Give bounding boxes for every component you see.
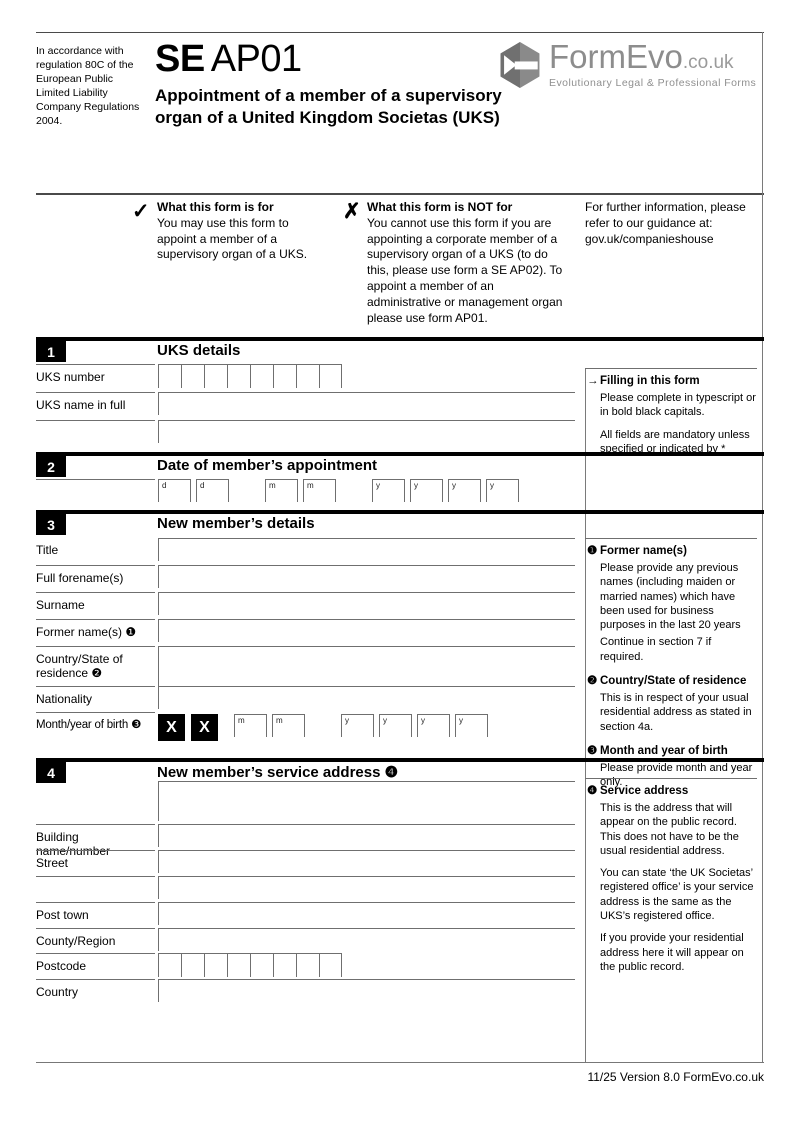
nationality-input[interactable] bbox=[158, 686, 575, 712]
formevo-logo bbox=[497, 40, 757, 95]
title-row bbox=[36, 538, 575, 565]
note-section3 bbox=[585, 538, 757, 799]
birth-year-box[interactable]: y bbox=[417, 714, 450, 737]
building-row bbox=[36, 824, 575, 858]
logo-brand: FormEvo bbox=[549, 38, 683, 75]
street-input-2[interactable] bbox=[158, 876, 575, 902]
uks-number-box[interactable] bbox=[204, 365, 227, 388]
street-label-spacer bbox=[36, 876, 155, 902]
post-town-input[interactable] bbox=[158, 902, 575, 928]
what-form-is-for-body: You may use this form to appoint a member of a supervisory organ of a UKS. bbox=[157, 215, 308, 262]
uks-number-label: UKS number bbox=[36, 364, 155, 392]
appointment-date-label-spacer bbox=[36, 479, 155, 509]
address-line1-input[interactable] bbox=[158, 781, 575, 824]
top-rule bbox=[36, 32, 764, 33]
appointment-date-field bbox=[158, 479, 575, 509]
postcode-box[interactable] bbox=[250, 954, 273, 977]
residence-label: Country/State of residence ❷ bbox=[36, 646, 155, 686]
form-title: Appointment of a member of a supervisory organ of a United Kingdom Societas (UKS) bbox=[155, 86, 502, 127]
former-names-row bbox=[36, 619, 575, 646]
logo-tagline: Evolutionary Legal & Professional Forms bbox=[549, 77, 757, 89]
what-form-is-not-for-body: You cannot use this form if you are appointing a corporate member of a supervisory organ of a UKS (to do this, please use form a SE AP02). To appoint a member of an administrative or management organ please use form AP01. bbox=[367, 215, 563, 325]
uks-number-box[interactable] bbox=[227, 365, 250, 388]
birth-month-box[interactable]: m bbox=[272, 714, 305, 737]
surname-label: Surname bbox=[36, 592, 155, 619]
forenames-row bbox=[36, 565, 575, 592]
header-rule bbox=[36, 193, 764, 195]
what-form-is-for bbox=[157, 200, 309, 263]
uks-name-row bbox=[36, 392, 575, 420]
postcode-boxes[interactable] bbox=[158, 953, 342, 977]
year-box[interactable]: y bbox=[448, 479, 481, 502]
forenames-input[interactable] bbox=[158, 565, 575, 592]
country-input[interactable] bbox=[158, 979, 575, 1007]
year-box[interactable]: y bbox=[486, 479, 519, 502]
uks-number-box[interactable] bbox=[319, 365, 342, 388]
note-service-title: Service address bbox=[600, 785, 689, 797]
nationality-label: Nationality bbox=[36, 686, 155, 712]
further-information bbox=[585, 200, 757, 247]
birth-year-box[interactable]: y bbox=[455, 714, 488, 737]
birth-month-box[interactable]: m bbox=[234, 714, 267, 737]
regulation-text: In accordance with regulation 80C of the European Public Limited Liability Company Regulations 2004. bbox=[36, 45, 140, 128]
note-service-address bbox=[585, 778, 757, 984]
note-former-names bbox=[585, 544, 757, 664]
note-service-body-3: If you provide your residential address here it will appear on the public record. bbox=[600, 932, 744, 973]
form-code-se: SE bbox=[155, 38, 205, 80]
year-box[interactable]: y bbox=[410, 479, 443, 502]
surname-row bbox=[36, 592, 575, 619]
further-information-text: For further information, please refer to our guidance at: gov.uk/companieshouse bbox=[585, 200, 746, 246]
year-box[interactable]: y bbox=[372, 479, 405, 502]
forenames-label: Full forename(s) bbox=[36, 565, 155, 592]
residence-input[interactable] bbox=[158, 646, 575, 686]
note-former-body-2: Continue in section 7 if required. bbox=[600, 636, 712, 663]
note-service-body-2: You can state ‘the UK Societas’ registered office’ is your service address is the same as the UKS’s registered office. bbox=[600, 867, 754, 923]
title-label: Title bbox=[36, 543, 59, 557]
postcode-box[interactable] bbox=[296, 954, 319, 977]
section1-number: 1 bbox=[36, 341, 66, 362]
note-service-body-1: This is the address that will appear on the public record. This does not have to be the usual residential address. bbox=[600, 801, 739, 857]
section3-bar bbox=[36, 510, 764, 514]
section4-title: New member’s service address ❹ bbox=[157, 764, 399, 781]
section1-bar bbox=[36, 337, 764, 341]
uks-number-box[interactable] bbox=[181, 365, 204, 388]
street-row bbox=[36, 850, 575, 876]
birth-label: Month/year of birth ❸ bbox=[36, 712, 155, 752]
uks-name-input-2[interactable] bbox=[158, 420, 575, 450]
blocked-day-box: X bbox=[191, 714, 218, 741]
address-line1-label-spacer bbox=[36, 781, 155, 824]
note-former-body-1: Please provide any previous names (including maiden or married names) which have been used for business purposes in the last 20 years bbox=[600, 561, 741, 632]
building-label: Building name/number bbox=[36, 824, 155, 850]
circled-4-icon: ❹ bbox=[587, 785, 598, 797]
surname-input[interactable] bbox=[158, 592, 575, 619]
street-row-2 bbox=[36, 876, 575, 902]
day-box[interactable]: d bbox=[158, 479, 191, 502]
what-form-is-not-for bbox=[367, 200, 565, 327]
street-input-1[interactable] bbox=[158, 850, 575, 876]
county-label: County/Region bbox=[36, 928, 155, 953]
country-row bbox=[36, 979, 575, 1007]
former-names-label: Former name(s) ❶ bbox=[36, 619, 155, 646]
postcode-label: Postcode bbox=[36, 953, 155, 979]
version-footer: 11/25 Version 8.0 FormEvo.co.uk bbox=[587, 1070, 764, 1084]
postcode-row bbox=[36, 953, 575, 979]
title-input[interactable] bbox=[158, 538, 575, 565]
postcode-box[interactable] bbox=[204, 954, 227, 977]
right-border-line bbox=[762, 32, 763, 1062]
postcode-box[interactable] bbox=[273, 954, 296, 977]
appointment-date-row bbox=[36, 479, 575, 509]
note-residence bbox=[585, 674, 757, 734]
note-filling-body-1: Please complete in typescript or in bold black capitals. bbox=[600, 391, 756, 419]
uks-number-boxes[interactable] bbox=[158, 364, 342, 388]
post-town-label: Post town bbox=[36, 902, 155, 928]
uks-number-box[interactable] bbox=[250, 365, 273, 388]
section3-title: New member’s details bbox=[157, 515, 315, 532]
street-label: Street bbox=[36, 850, 155, 876]
county-input[interactable] bbox=[158, 928, 575, 953]
birth-field bbox=[158, 712, 575, 752]
arrow-right-icon: → bbox=[587, 375, 599, 387]
note-filling-body-2: All fields are mandatory unless specified or indicated by * bbox=[600, 428, 750, 455]
residence-row bbox=[36, 646, 575, 686]
uks-name-input-1[interactable] bbox=[158, 392, 575, 420]
nationality-row bbox=[36, 686, 575, 712]
post-town-row bbox=[36, 902, 575, 928]
note-filling-in-this-form bbox=[585, 368, 757, 466]
postcode-box[interactable] bbox=[319, 954, 342, 977]
note-former-title: Former name(s) bbox=[600, 545, 687, 557]
county-row bbox=[36, 928, 575, 953]
section3-number: 3 bbox=[36, 514, 66, 535]
birth-row bbox=[36, 712, 575, 752]
logo-text bbox=[549, 40, 756, 89]
birth-year-box[interactable]: y bbox=[341, 714, 374, 737]
note-residence-body: This is in respect of your usual residential address as stated in section 4a. bbox=[600, 691, 752, 733]
uks-number-row bbox=[36, 364, 575, 392]
postcode-box[interactable] bbox=[227, 954, 250, 977]
note-birth-title: Month and year of birth bbox=[600, 744, 728, 757]
uks-number-box[interactable] bbox=[296, 365, 319, 388]
uks-name-row-2 bbox=[36, 420, 575, 450]
month-box[interactable]: m bbox=[265, 479, 298, 502]
section1-title: UKS details bbox=[157, 342, 241, 359]
hexagon-e-icon bbox=[497, 40, 543, 95]
month-box[interactable]: m bbox=[303, 479, 336, 502]
circled-1-icon: ❶ bbox=[587, 545, 598, 557]
section2-title: Date of member’s appointment bbox=[157, 457, 378, 474]
form-code-number: AP01 bbox=[210, 38, 302, 80]
circled-2-icon: ❷ bbox=[587, 675, 598, 688]
section4-number: 4 bbox=[36, 762, 66, 783]
form-title-block bbox=[155, 40, 525, 129]
section2-number: 2 bbox=[36, 456, 66, 477]
cross-icon: ✗ bbox=[343, 200, 361, 223]
address-line1-row bbox=[36, 781, 575, 824]
note-residence-title: Country/State of residence bbox=[600, 675, 747, 688]
building-input[interactable] bbox=[158, 824, 575, 850]
note-birth-body: Please provide month and year only. bbox=[600, 761, 753, 789]
what-form-is-for-title: What this form is for bbox=[157, 200, 274, 214]
circled-3-icon: ❸ bbox=[587, 744, 598, 757]
postcode-box[interactable] bbox=[181, 954, 204, 977]
note-filling-title: Filling in this form bbox=[600, 375, 700, 387]
uks-name-label-spacer bbox=[36, 420, 155, 450]
blocked-day-box: X bbox=[158, 714, 185, 741]
day-box[interactable]: d bbox=[196, 479, 229, 502]
birth-year-box[interactable]: y bbox=[379, 714, 412, 737]
former-names-input[interactable] bbox=[158, 619, 575, 646]
what-form-is-not-for-title: What this form is NOT for bbox=[367, 200, 513, 214]
uks-number-box[interactable] bbox=[158, 365, 181, 388]
postcode-box[interactable] bbox=[158, 954, 181, 977]
uks-name-label: UKS name in full bbox=[36, 392, 155, 420]
uks-number-box[interactable] bbox=[273, 365, 296, 388]
check-icon: ✓ bbox=[132, 200, 150, 223]
form-code bbox=[155, 40, 525, 78]
bottom-rule bbox=[36, 1062, 764, 1063]
country-label: Country bbox=[36, 979, 155, 1007]
logo-domain: .co.uk bbox=[682, 52, 734, 73]
